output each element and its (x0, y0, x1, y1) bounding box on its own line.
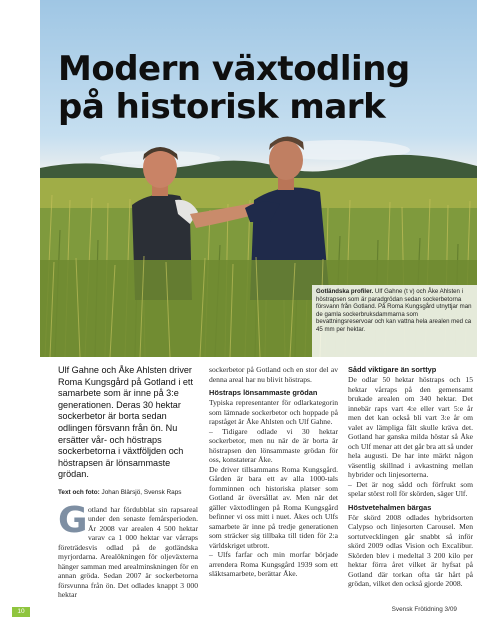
paragraph: – Tidigare odlade vi 30 hektar sockerbetor, men nu när de är borta är höstrapsen den lönsammaste grödan för oss, konstaterar Åke. (209, 426, 338, 464)
page-title (58, 50, 458, 126)
text-column-2 (209, 365, 338, 579)
magazine-footer: Svensk Frötidning 3/09 (391, 606, 457, 613)
subheading: Sådd viktigare än sorttyp (348, 365, 437, 374)
text-column-3 (348, 365, 473, 589)
byline-label: Text och foto: (58, 488, 100, 496)
paragraph: otland har fördubblat sin rapsareal under den senaste femårsperioden. År 2008 var arealen 4 500 hektar varav ca 1 000 hektar var vårraps företrädesvis odlad på de gotländska myrjordarna. Arealökningen för oljeväxterna hänger samman med arealminskningen för en annan gröda. Sedan 2007 är sockerbetorna försvunna från ön. Det odlades knappt 3 000 hektar (58, 504, 198, 600)
byline (58, 489, 198, 496)
title-line-1: Modern växtodling (58, 49, 410, 89)
page-number: 10 (12, 607, 30, 617)
subheading: Höstvetehalmen bärgas (348, 502, 432, 512)
byline-name: Johan Blärsjö, Svensk Raps (99, 488, 182, 496)
paragraph: – Det är nog sådd och förfrukt som spelar störst roll för skörden, säger Ulf. (348, 479, 473, 498)
paragraph: sockerbetor på Gotland och en stor del av denna areal har nu blivit höstraps. (209, 365, 338, 384)
subheading: Höstraps lönsammaste grödan (209, 388, 318, 397)
drop-cap: G (58, 499, 88, 541)
paragraph: De driver tillsammans Roma Kungsgård. Gården är bara ett av alla 1000-tals fornminnen och historiska platser som Gotland är översållat av. Men när det gäller växtodlingen på Roma Kungsgård befinner vi oss mitt i nuet. Åkes och Ulfs samarbete är inne på tredje generationen som sträcker sig tillbaka till tiden för 2:a världskriget utbrott. (209, 464, 338, 550)
text-column-1 (58, 365, 198, 600)
paragraph: Typiska representanter för odlarkategorin som lämnade sockerbetor och hoppade på rapståget är Åke Ahlsten och Ulf Gahne. (209, 398, 338, 426)
paragraph: De odlar 50 hektar höstraps och 15 hektar vårraps på den gemensamt brukade arealen om 340 hektar. Det innebär raps vart 4:e eller vart 5:e år men det kan också bli vart 3:e år om valet av lämpliga fält skulle kräva det. Gotland har ganska milda höstar så Åke och Ulf menar att det går bra att så under hela augusti. De har inte märkt någon väsentlig skillnad i avkastning mellan hybrider och linjesorterna. (348, 375, 473, 479)
paragraph: – Ulfs farfar och min morfar började arrendera Roma Kungsgård 1939 som ett släktsamarbete, berättar Åke. (209, 550, 338, 578)
body-start (58, 499, 198, 600)
caption-text: Ulf Gahne (t v) och Åke Ahlsten i höstrapsen som är paradgrödan sedan sockerbetorna försvann från Gotland. På Roma Kungsgård utnyttjar man de gamla sockerbruksdammarna som bevattningsreservoar och kan vattna hela arealen med ca 45 mm per hektar. (316, 288, 472, 333)
ingress: Ulf Gahne och Åke Ahlsten driver Roma Kungsgård på Gotland i ett samarbete som är inne på 3:e generationen. Deras 30 hektar sockerbetor är borta sedan odlingen försvann från ön. Nu ersätter vår- och höstraps sockerbetorna i växtföljden och höstrapsen är lönsammaste grödan. (58, 365, 193, 480)
paragraph: För skörd 2008 odlades hybridsorten Calypso och linjesorten Carousel. Men sortutvecklingen går snabbt så inför skörd 2009 odlas Vision och Excalibur. Skörden blev i medeltal 3 200 kilo per hektar förra året vilket är hyfsat på Gotland där torkan ofta tär hårt på grödan, vilket den också gjorde 2008. (348, 512, 473, 588)
photo-caption (312, 285, 477, 357)
title-line-2: på historisk mark (58, 87, 386, 127)
caption-lead: Gotländska profiler. (316, 288, 374, 295)
